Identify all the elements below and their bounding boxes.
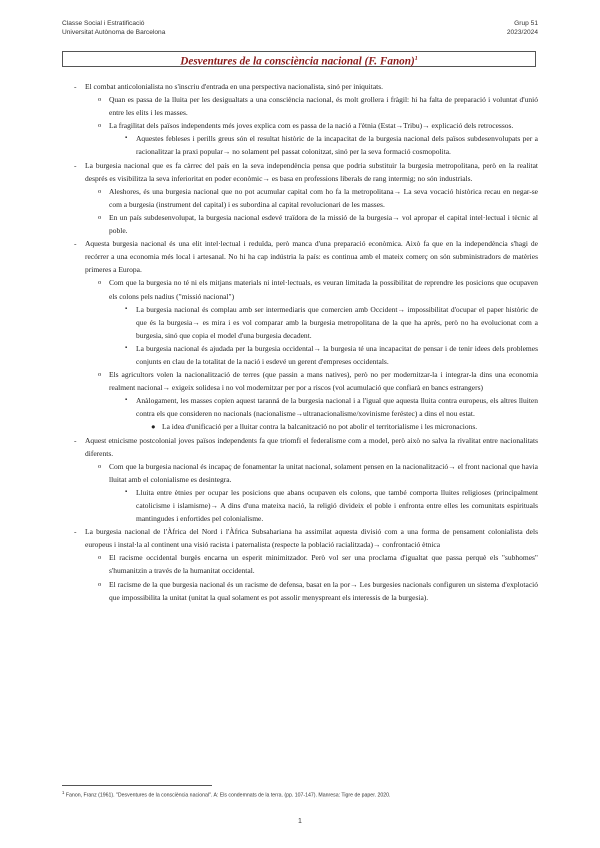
list-item-level-2 [62,551,538,577]
list-item-text: Aquestes febleses i perills greus són el resultat històric de la incapacitat de la burgesia nacional dels països subdesenvolupats per a racionalitzar la praxi popular→ no solament pel passat colonitzat, sinó per la seva formació cosmopolita. [136,134,538,157]
list-item-level-2 [62,460,538,486]
list-item-text: La burgesia nacional és ajudada per la burgesia occidental→ la burgesia té una incapacitat de pensar i de tenir idees dels problemes conjunts en clau de la totalitat de la nació i esdevé un gerent d'empreses occidentals. [136,343,538,366]
bullet-marker: ▪ [125,397,128,404]
bullet-marker: - [74,435,77,445]
bullet-marker: ▪ [125,488,128,495]
list-item-level-1 [62,159,538,185]
list-item-level-1 [62,80,538,93]
header-right [507,20,538,37]
title-footnote-mark: 1 [414,56,418,62]
list-item-text: El racisme occidental burgès encarna un esperit minimitzador. Però vol ser una proclama d'igualtat que passa perquè els "subhomes" s'humanitzin a través de la humanitat occidental. [109,553,538,576]
list-item-level-2 [62,185,538,211]
list-item-text: Lluita entre ètnies per ocupar les posicions que abans ocupaven els colons, que també comporta lluites religioses (principalment catolicisme i islamisme)→ A dins d'una mateixa nació, la religió divideix el poble i enfronta entre elles les comunitats espirituals mantingudes i enfortides pel colonialisme. [136,487,538,524]
list-item-level-1 [62,525,538,551]
document-body [62,80,538,604]
list-item-text: La burgesia nacional que es fa càrrec del país en la seva independència pensa que podria substituir la burgesia metropolitana, però en la realitat després es visibilitza la seva inferioritat en poder econòmic→ es basa en professions liberals de rang intermig; no són industrials. [85,160,538,183]
list-item-text: Aquest etnicisme postcolonial joves països independents fa que triomfi el federalisme com a model, però això no salva la rivalitat entre nacionalitats diferents. [85,435,538,458]
university-name: Universitat Autònoma de Barcelona [62,28,166,36]
bullet-marker: o [98,462,102,470]
list-item-level-3 [62,394,538,420]
bullet-marker: ▪ [125,135,128,142]
bullet-marker: o [98,213,102,221]
bullet-marker: o [98,187,102,195]
list-item-level-3 [62,132,538,158]
bullet-marker: o [98,371,102,379]
bullet-marker: ▪ [125,344,128,351]
academic-year: 2023/2024 [506,28,538,36]
bullet-marker: o [98,96,102,104]
bullet-marker: ● [151,422,156,432]
page-number: 1 [298,818,302,825]
footnote-mark: 1 [62,790,65,795]
list-item-level-1 [62,237,538,276]
list-item-level-2 [62,211,538,237]
list-item-text: Com que la burgesia nacional és incapaç de fonamentar la unitat nacional, solament pensen en la nacionalització→ el front nacional que havia lluitat amb el colonialisme es desintegra. [109,461,538,484]
list-item-text: La idea d'unificació per a lluitar contra la balcanització no pot abolir el territorialisme i les micronacions. [162,422,478,432]
list-item-level-2 [62,578,538,604]
list-item-level-2 [62,93,538,119]
group-label: Grup 51 [514,20,538,27]
list-item-text: Els agricultors volen la nacionalització de terres (que passin a mans natives), però no per modernitzar-la i integrar-la dins una economia realment nacional→ exigeix solidesa i no vol modernitzar per por a riscos (vol acumulació que confiarà en bancs estrangers) [109,370,538,393]
bullet-marker: - [74,527,77,537]
list-item-level-2 [62,276,538,302]
bullet-marker: - [74,82,77,91]
list-item-level-3 [62,303,538,342]
list-item-text: La fragilitat dels països independents més joves explica com es passa de la nació a l'ètnia (Estat→Tribu)→ explicació dels retrocessos. [109,121,514,131]
list-item-text: La burgesia nacional és complau amb ser intermediaris que comercien amb Occident→ impossibilitat d'ocupar el paper històric de que és la burgesia→ es mira i es vol comparar amb la burgesia metropolitana de la que ha après, però no ha evolucionat com a burgesia, sinó que copia el model d'una burgesia decadent. [136,304,538,340]
list-item-text: Aleshores, és una burgesia nacional que no pot acumular capital com ho fa la metropolitana→ La seva vocació històrica recau en negar-se com a burgesia (instrument del capital) i es subordina al capital revolucionari de les masses. [109,186,538,209]
list-item-level-3 [62,486,538,525]
bullet-marker: o [98,279,102,287]
bullet-marker: - [74,239,77,249]
list-item-text: En un país subdesenvolupat, la burgesia nacional esdevé traïdora de la missió de la burgesia→ vol apropar el capital intel·lectual i tècnic al poble. [109,212,538,236]
bullet-marker: ▪ [125,305,128,312]
bullet-marker: o [98,580,102,588]
document-title [62,51,536,67]
course-name: Classe Social i Estratificació [62,20,145,27]
bullet-marker: - [74,160,77,170]
bullet-marker: o [98,554,102,562]
list-item-text: El combat anticolonialista no s'inscriu d'entrada en una perspectiva nacionalista, sinó per iniquitats. [85,82,384,91]
list-item-text: Com que la burgesia no té ni els mitjans materials ni intel·lectuals, es veuran limitada la possibilitat de reprendre les posicions que ocupaven els colons pels nadius ("missió nacional") [109,278,538,301]
list-item-text: La burgesia nacional de l'Àfrica del Nord i l'Àfrica Subsahariana ha assimilat aquesta divisió com a una forma de pensament colonialista dels europeus i instal·la al continent una visió racista i paternalista (respecte la població racialitzada)→ confrontació ètnica [85,527,538,550]
title-text: Desventures de la consciència nacional (F. Fanon) [180,55,415,68]
list-item-text: Anàlogament, les masses copien aquest taranná de la burgesia nacional i a l'igual que aquesta lluita contra europeus, els altres lluiten contra els que consideren no nacionals (nacionalisme→ultranacionalisme/xovinisme feréstec) a dins el nou estat. [136,396,538,419]
list-item-text: Aquesta burgesia nacional és una elit intel·lectual i reduïda, però manca d'una preparació econòmica. Això fa que en la independència s'hagi de recórrer a una economia més local i artesanal. No hi ha cap indústria la país: es continua amb el mateix comerç on són subministradors de matèries primeres a Europa. [85,239,538,275]
list-item-level-2 [62,368,538,394]
list-item-level-3 [62,342,538,368]
footnote [62,789,538,800]
list-item-level-1 [62,434,538,460]
footnote-divider [62,785,212,786]
header-left [62,20,165,37]
list-item-level-2 [62,119,538,132]
footnote-text: Fanon, Franz (1961). "Desventures de la consciència nacional". A: Els condemnats de la terra. (pp. 107-147). Manresa: Tigre de paper. 2020. [65,792,391,799]
list-item-text: Quan es passa de la lluita per les desigualtats a una consciència nacional, és molt grollera i fràgil: hi ha falta de preparació i voluntat d'unió entre les elits i les masses. [109,95,538,118]
bullet-marker: o [98,122,102,130]
list-item-text: El racisme de la que burgesia nacional és un racisme de defensa, basat en la por→ Les burgesies nacionals configuren un sistema d'explotació que impossibilita la unitat (unitat la qual solament es pot assolir menyspreant els interessis de la burgesia). [109,579,538,602]
list-item-level-4 [62,420,538,433]
